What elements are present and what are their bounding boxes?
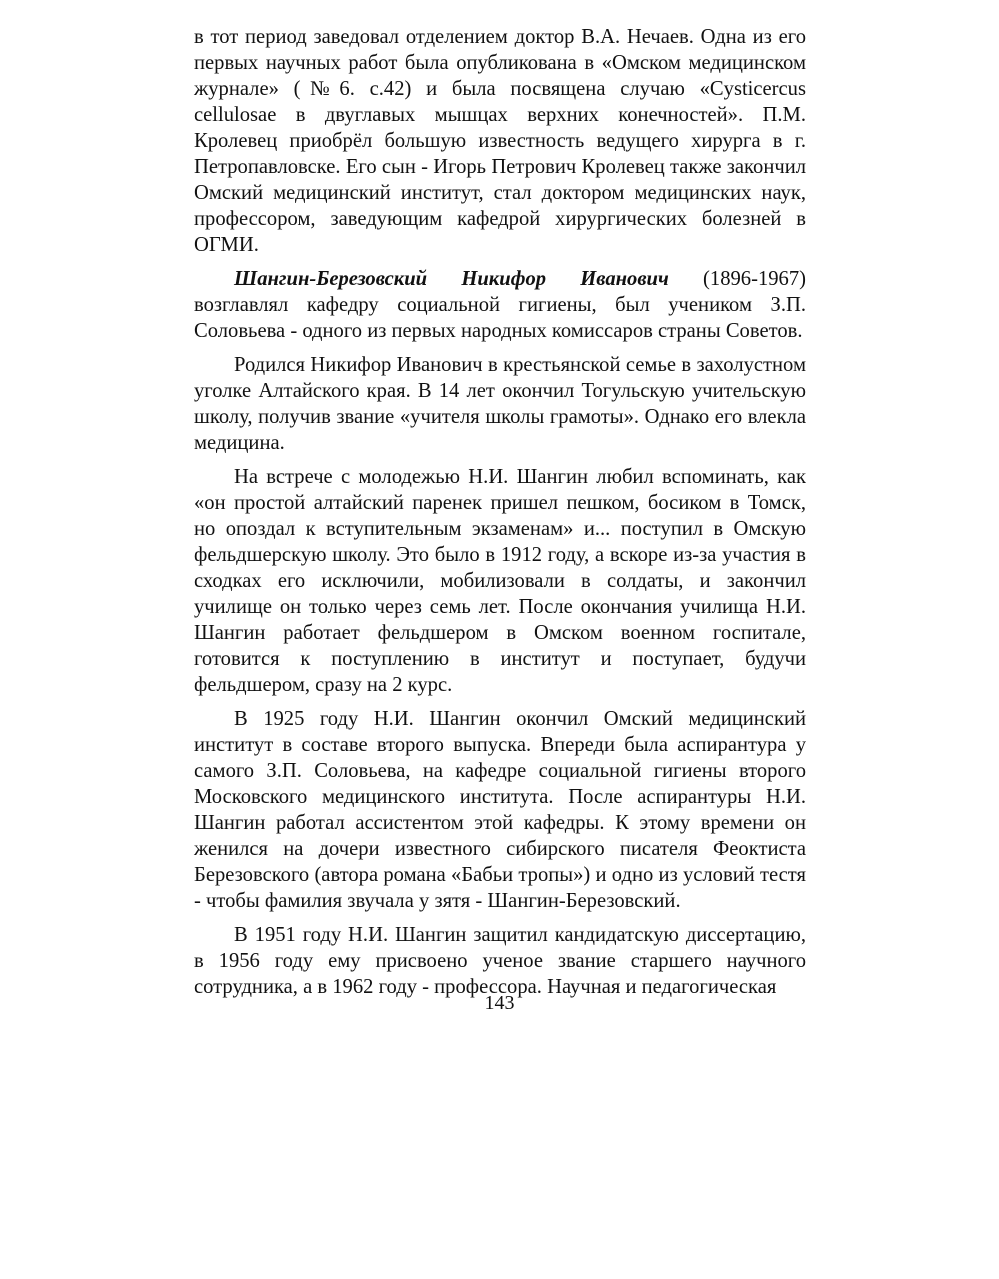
paragraph-4: На встрече с молодежью Н.И. Шангин любил вспоминать, как «он простой алтайский паренек пришел пешком, босиком в Томск, но опоздал к вступительным экзаменам» и... поступил в Омскую фельдшерскую школу. Это было в 1912 году, а вскоре из-за участия в сходках его исключили, мобилизовали в солдаты, и закончил училище он только через семь лет. После окончания училища Н.И. Шангин работает фельдшером в Омском военном госпитале, готовится к поступлению в институт и поступает, будучи фельдшером, сразу на 2 курс. [194, 466, 806, 696]
page-number: 143 [484, 992, 515, 1014]
paragraph-2-text: (1896-1967) возглавлял кафедру социальной гигиены, был учеником З.П. Соловьева - одного из первых народных комиссаров страны Советов. [194, 268, 806, 342]
paragraph-3: Родился Никифор Иванович в крестьянской семье в захолустном уголке Алтайского края. В 14 лет окончил Тогульскую учительскую школу, получив звание «учителя школы грамоты». Однако его влекла медицина. [194, 354, 806, 454]
paragraph-1: в тот период заведовал отделением доктор В.А. Нечаев. Одна из его первых научных работ была опубликована в «Омском медицинском журнале» (№6. с.42) и была посвящена случаю «Cysticercus cellulosae в двуглавых мышцах верхних конечностей». П.М. Кролевец приобрёл большую известность ведущего хирурга в г. Петропавловске. Его сын - Игорь Петрович Кролевец также закончил Омский медицинский институт, стал доктором медицинских наук, профессором, заведующим кафедрой хирургических болезней в ОГМИ. [194, 26, 806, 256]
person-name-heading: Шангин-Березовский Никифор Иванович [234, 268, 669, 290]
body-text [194, 24, 806, 1008]
paragraph-6: В 1951 году Н.И. Шангин защитил кандидатскую диссертацию, в 1956 году ему присвоено ученое звание старшего научного сотрудника, а в 1962 году - профессора. Научная и педагогическая [194, 924, 806, 998]
paragraph-2 [194, 266, 806, 344]
paragraph-5: В 1925 году Н.И. Шангин окончил Омский медицинский институт в составе второго выпуска. Впереди была аспирантура у самого З.П. Соловьева, на кафедре социальной гигиены второго Московского медицинского института. После аспирантуры Н.И. Шангин работал ассистентом этой кафедры. К этому времени он женился на дочери известного сибирского писателя Феоктиста Березовского (автора романа «Бабьи тропы») и одно из условий тестя - чтобы фамилия звучала у зятя - Шангин-Березовский. [194, 708, 806, 912]
